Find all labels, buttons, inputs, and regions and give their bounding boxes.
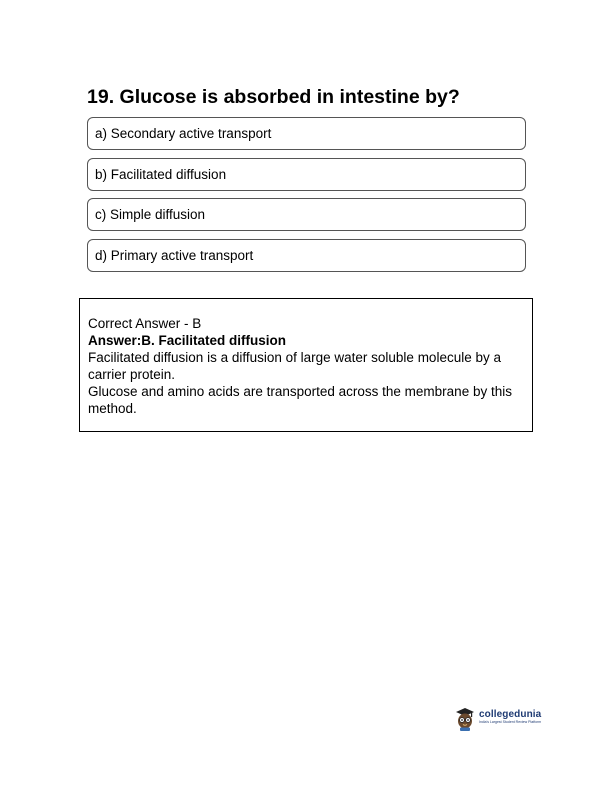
logo-name: collegedunia (479, 709, 542, 720)
logo-tagline: India's Largest Student Review Platform (479, 720, 542, 724)
graduate-owl-icon (454, 706, 476, 732)
option-b[interactable] (87, 158, 526, 191)
answer-box (79, 298, 533, 432)
correct-answer-line: Correct Answer - B (88, 316, 202, 331)
option-a[interactable] (87, 117, 526, 150)
explanation-text-1: Facilitated diffusion is a diffusion of large water soluble molecule by a carrier protein. (88, 350, 501, 382)
option-c[interactable] (87, 198, 526, 231)
option-b-label: b) Facilitated diffusion (95, 166, 227, 182)
options-list (87, 117, 526, 279)
option-a-label: a) Secondary active transport (95, 126, 272, 141)
answer-line: Answer:B. Facilitated diffusion (88, 333, 287, 348)
explanation-text-2: Glucose and amino acids are transported across the membrane by this method. (88, 384, 512, 416)
collegedunia-logo[interactable] (454, 706, 544, 736)
option-c-label: c) Simple diffusion (95, 207, 206, 222)
question-title: 19. Glucose is absorbed in intestine by? (87, 86, 460, 108)
option-d-label: d) Primary active transport (95, 247, 254, 263)
option-d[interactable] (87, 239, 526, 272)
